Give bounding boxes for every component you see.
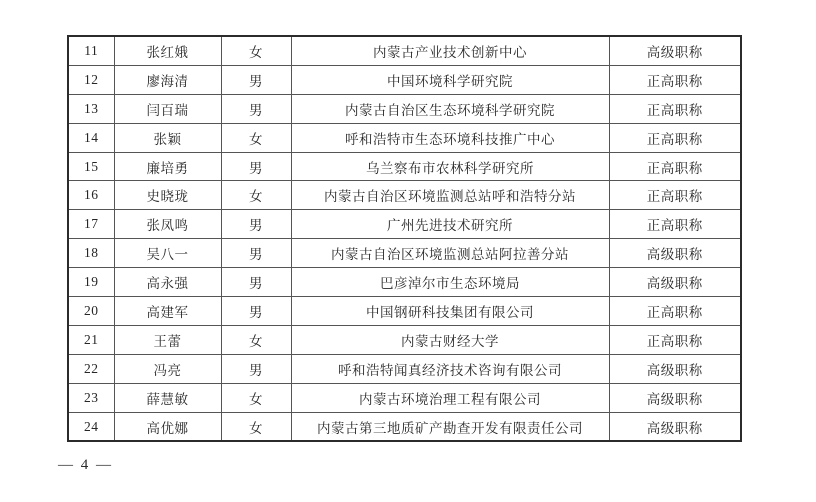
personnel-table (67, 35, 742, 442)
cell-gender: 男 (221, 94, 291, 123)
cell-name: 高建军 (114, 297, 221, 326)
cell-organization: 呼和浩特闻真经济技术咨询有限公司 (291, 354, 609, 383)
cell-name: 王蕾 (114, 325, 221, 354)
cell-no: 19 (68, 268, 114, 297)
cell-name: 闫百瑞 (114, 94, 221, 123)
cell-title: 高级职称 (609, 383, 741, 412)
cell-title: 高级职称 (609, 268, 741, 297)
table-row (68, 210, 741, 239)
cell-gender: 男 (221, 239, 291, 268)
table-row (68, 36, 741, 65)
cell-title: 正高职称 (609, 297, 741, 326)
cell-organization: 内蒙古第三地质矿产勘查开发有限责任公司 (291, 412, 609, 441)
cell-title: 正高职称 (609, 152, 741, 181)
table-row (68, 325, 741, 354)
cell-title: 正高职称 (609, 123, 741, 152)
cell-no: 17 (68, 210, 114, 239)
cell-gender: 男 (221, 354, 291, 383)
cell-organization: 内蒙古财经大学 (291, 325, 609, 354)
cell-no: 21 (68, 325, 114, 354)
cell-title: 正高职称 (609, 94, 741, 123)
table-row (68, 152, 741, 181)
cell-no: 24 (68, 412, 114, 441)
cell-organization: 中国钢研科技集团有限公司 (291, 297, 609, 326)
cell-no: 23 (68, 383, 114, 412)
table-row (68, 354, 741, 383)
cell-title: 正高职称 (609, 210, 741, 239)
table-row (68, 297, 741, 326)
table-row (68, 123, 741, 152)
cell-no: 18 (68, 239, 114, 268)
cell-title: 高级职称 (609, 412, 741, 441)
cell-name: 高优娜 (114, 412, 221, 441)
cell-gender: 男 (221, 297, 291, 326)
cell-gender: 男 (221, 210, 291, 239)
cell-name: 高永强 (114, 268, 221, 297)
cell-no: 12 (68, 65, 114, 94)
cell-gender: 女 (221, 412, 291, 441)
cell-title: 正高职称 (609, 325, 741, 354)
cell-gender: 女 (221, 123, 291, 152)
table-row (68, 383, 741, 412)
table-row (68, 412, 741, 441)
cell-title: 正高职称 (609, 181, 741, 210)
cell-gender: 女 (221, 181, 291, 210)
cell-title: 高级职称 (609, 354, 741, 383)
cell-gender: 男 (221, 268, 291, 297)
table-row (68, 94, 741, 123)
cell-organization: 内蒙古自治区环境监测总站呼和浩特分站 (291, 181, 609, 210)
cell-organization: 乌兰察布市农林科学研究所 (291, 152, 609, 181)
cell-organization: 内蒙古自治区环境监测总站阿拉善分站 (291, 239, 609, 268)
cell-gender: 男 (221, 65, 291, 94)
table-row (68, 268, 741, 297)
page-number: — 4 — (58, 457, 113, 473)
cell-organization: 巴彦淖尔市生态环境局 (291, 268, 609, 297)
table-row (68, 181, 741, 210)
table-row (68, 239, 741, 268)
cell-name: 廉培勇 (114, 152, 221, 181)
cell-gender: 男 (221, 152, 291, 181)
cell-no: 15 (68, 152, 114, 181)
table-row (68, 65, 741, 94)
cell-no: 22 (68, 354, 114, 383)
cell-title: 正高职称 (609, 65, 741, 94)
cell-organization: 广州先进技术研究所 (291, 210, 609, 239)
cell-name: 冯亮 (114, 354, 221, 383)
cell-no: 13 (68, 94, 114, 123)
cell-gender: 女 (221, 325, 291, 354)
cell-no: 20 (68, 297, 114, 326)
cell-name: 史晓珑 (114, 181, 221, 210)
cell-organization: 呼和浩特市生态环境科技推广中心 (291, 123, 609, 152)
cell-no: 14 (68, 123, 114, 152)
cell-organization: 中国环境科学研究院 (291, 65, 609, 94)
cell-name: 张颖 (114, 123, 221, 152)
cell-gender: 女 (221, 36, 291, 65)
cell-title: 高级职称 (609, 36, 741, 65)
cell-name: 廖海清 (114, 65, 221, 94)
cell-gender: 女 (221, 383, 291, 412)
cell-organization: 内蒙古环境治理工程有限公司 (291, 383, 609, 412)
cell-organization: 内蒙古产业技术创新中心 (291, 36, 609, 65)
cell-no: 11 (68, 36, 114, 65)
cell-name: 张红娥 (114, 36, 221, 65)
cell-organization: 内蒙古自治区生态环境科学研究院 (291, 94, 609, 123)
cell-name: 张凤鸣 (114, 210, 221, 239)
personnel-table-body (68, 36, 741, 441)
cell-no: 16 (68, 181, 114, 210)
cell-name: 吴八一 (114, 239, 221, 268)
cell-name: 薛慧敏 (114, 383, 221, 412)
cell-title: 高级职称 (609, 239, 741, 268)
